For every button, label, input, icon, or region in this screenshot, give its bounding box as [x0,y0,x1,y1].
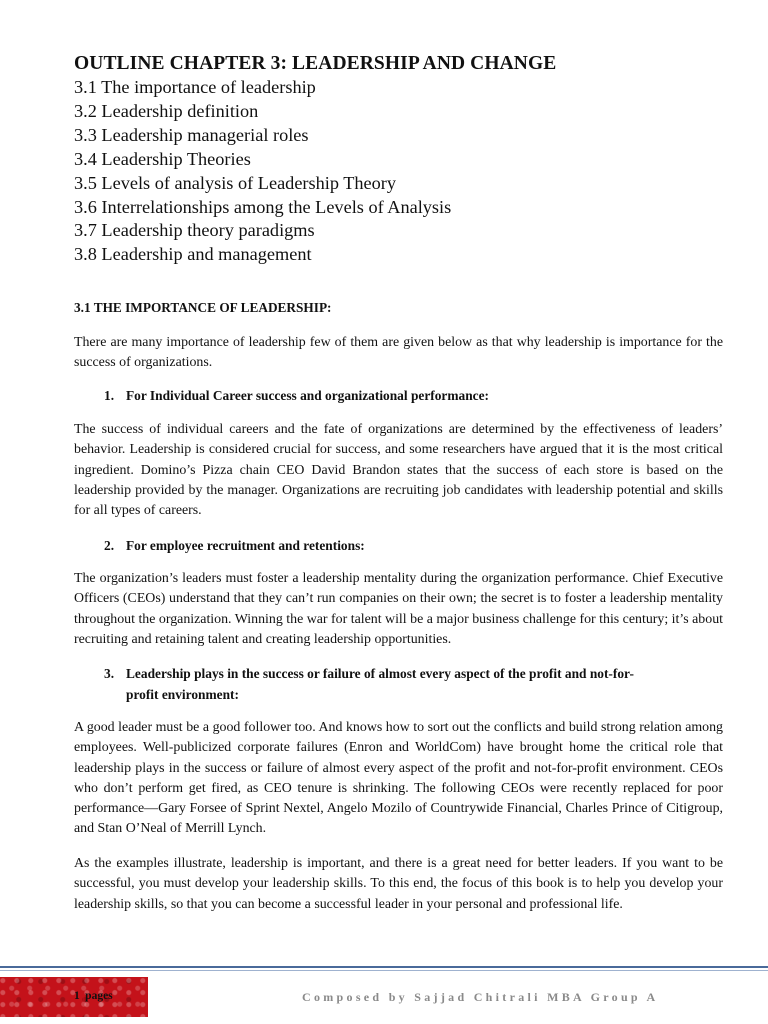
point-1-heading [104,386,724,407]
chapter-outline-title: OUTLINE CHAPTER 3: LEADERSHIP AND CHANGE [74,53,557,74]
point-1-title: For Individual Career success and organizational performance: [126,388,490,403]
outline-item: 3.2 Leadership definition [74,100,259,121]
point-2-paragraph: The organization’s leaders must foster a leadership mentality during the organization performance. Chief Executive Officers (CEOs) understand that they can’t run companies on their own; the secret is to foster a leadership mentality throughout the organization. Winning the war for talent will be a major business challenge for this century; it’s about recruiting and retaining talent and creating leadership opportunities. [74,571,723,647]
outline-item: 3.7 Leadership theory paradigms [74,220,315,241]
section-intro-paragraph: There are many importance of leadership few of them are given below as that why leadership is importance for the success of organizations. [74,335,723,371]
outline-item: 3.3 Leadership managerial roles [74,124,309,145]
point-2-number: 2. [104,538,115,553]
footer-credit: Composed by Sajjad Chitrali MBA Group A [302,990,659,1004]
chapter-outline-list [74,76,451,267]
point-3-heading [104,664,724,705]
page-number: 1 [74,990,80,1002]
point-1-number: 1. [104,388,115,403]
outline-item: 3.5 Levels of analysis of Leadership Theory [74,172,397,193]
point-3-title-line2: profit environment: [126,686,239,702]
point-2-title: For employee recruitment and retentions: [126,538,365,553]
outline-item: 3.8 Leadership and management [74,244,312,265]
page-separator: | [82,990,86,1002]
outline-item: 3.4 Leadership Theories [74,148,251,169]
outline-item: 3.6 Interrelationships among the Levels of Analysis [74,196,452,217]
footer-rule [0,966,768,968]
point-2-heading [104,536,724,557]
point-3-paragraph: A good leader must be a good follower too. And knows how to sort out the conflicts and build strong relation among employees. Well-publicized corporate failures (Enron and WorldCom) have brought home the critical role that leadership plays in the success or failure of almost every aspect of the profit and not-for-profit environment. CEOs who don’t perform get fired, as CEO tenure is shrinking. The following CEOs were recently replaced for poor performance—Gary Forsee of Sprint Nextel, Angelo Mozilo of Countrywide Financial, Charles Prince of Citigroup, and Stan O’Neal of Merrill Lynch. [74,720,723,837]
point-1-paragraph: The success of individual careers and the fate of organizations are determined by the effectiveness of leaders’ behavior. Leadership is considered crucial for success, and some researchers have argued that it is the most critical ingredient. Domino’s Pizza chain CEO David Brandon states that the success of each store is based on the leadership provided by the manager. Organizations are recruiting job candidates with leadership potential and skills for all types of careers. [74,422,723,519]
point-3-title-line1: Leadership plays in the success or failure of almost every aspect of the profit and not-for- [126,666,634,681]
point-3-number: 3. [104,666,115,681]
page-number-label [74,990,113,1002]
section-heading: 3.1 THE IMPORTANCE OF LEADERSHIP: [74,300,332,315]
outline-item: 3.1 The importance of leadership [74,77,316,97]
page-label: pages [85,990,113,1002]
closing-paragraph: As the examples illustrate, leadership is important, and there is a great need for better leaders. If you want to be successful, you must develop your leadership skills. To this end, the focus of this book is to help you develop your leadership skills, so that you can become a successful leader in your personal and professional life. [74,856,723,912]
footer-rule-thin [0,970,768,971]
